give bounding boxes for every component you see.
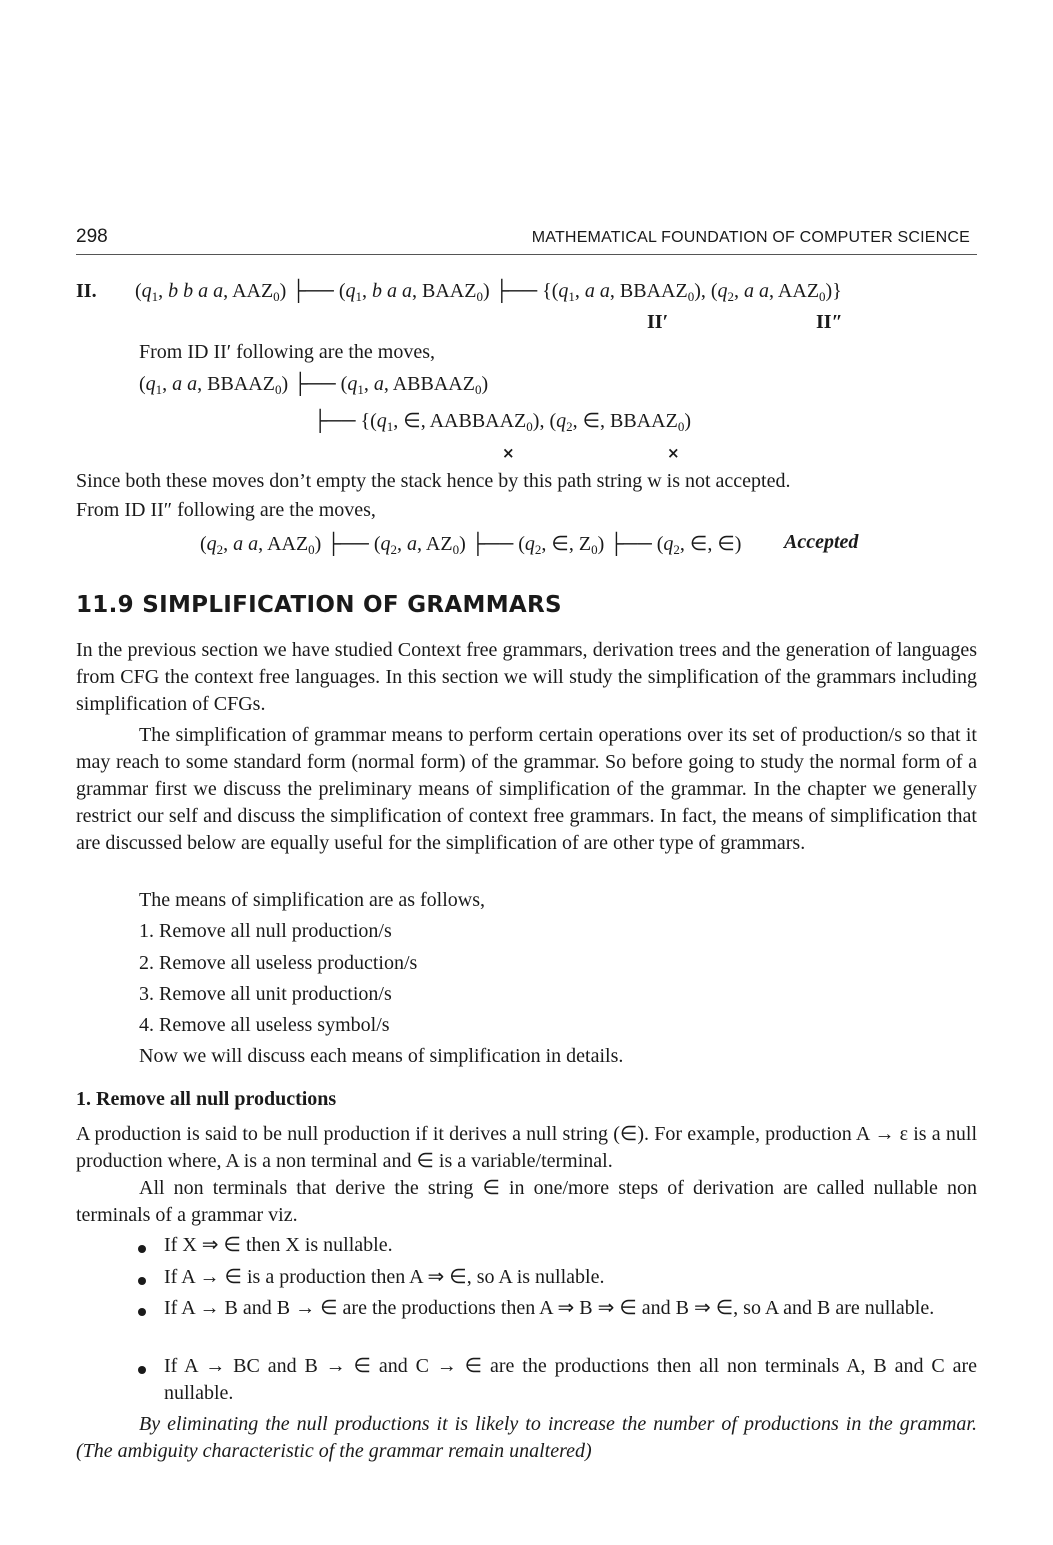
means-item: 4. Remove all useless symbol/s bbox=[139, 1014, 390, 1036]
accepted-label: Accepted bbox=[784, 531, 859, 553]
derivation-line-2: ($q_1$, a a, $BBAAZ_0$) ├── ($q_1$, a, $ABBAAZ_0$) bbox=[139, 373, 489, 397]
paragraph-intro: In the previous section we have studied Context free grammars, derivation trees and the generation of languages from CFG the context free languages. In this section we will study the simplification of the grammars including simplification of CFGs. bbox=[76, 639, 977, 715]
subsection-heading: 1. Remove all null productions bbox=[76, 1088, 337, 1110]
bullet-item: If A → ∈ is a production then A ⇒ ∈, so A is nullable. bbox=[164, 1266, 605, 1288]
bullet-icon bbox=[138, 1366, 146, 1374]
means-item: 2. Remove all useless production/s bbox=[139, 952, 418, 974]
running-head bbox=[76, 226, 977, 255]
paragraph-simplification: The simplification of grammar means to perform certain operations over its set of production/s so that it may reach to some standard form (normal form) of the grammar. So before going to study the normal form of a grammar first we discuss the preliminary means of simplification of the grammar. In the chapter we generally restrict our self and discuss the simplification of context free grammars. In fact, the means of simplification that are discussed below are equally useful for the simplification of are other type of grammars. bbox=[76, 724, 977, 854]
from-id-double-prime-text: From ID II″ following are the moves, bbox=[76, 499, 376, 521]
means-item: 1. Remove all null production/s bbox=[139, 920, 392, 942]
id-double-prime-label: II″ bbox=[816, 311, 843, 333]
derivation-line-3: ├── {($q_1$, ∈, $AABBAAZ_0$), ($q_2$, ∈, $BBAAZ_0$) bbox=[313, 410, 691, 434]
derivation-line-1: ($q_1$, b b a a, $AAZ_0$) ├── ($q_1$, b a a, $BAAZ_0$) ├── {($q_1$, a a, $BBAAZ_0$), ($q_2$, a a, $AAZ_0$)} bbox=[135, 280, 842, 304]
paragraph-nullable: All non terminals that derive the string ∈ in one/more steps of derivation are called nullable non terminals of a grammar viz. bbox=[76, 1177, 977, 1226]
derivation-line-4: ($q_2$, a a, $AAZ_0$) ├── ($q_2$, a, $AZ_0$) ├── ($q_2$, ∈, $Z_0$) ├── ($q_2$, ∈, ∈) bbox=[200, 533, 742, 557]
means-intro: The means of simplification are as follows, bbox=[139, 889, 486, 911]
means-item: 3. Remove all unit production/s bbox=[139, 983, 392, 1005]
reject-mark: × bbox=[667, 444, 680, 462]
paragraph-null-definition: A production is said to be null production if it derives a null string (∈). For example, production A → ε is a null production where, A is a non terminal and ∈ is a variable/terminal. bbox=[76, 1123, 977, 1172]
from-id-prime-text: From ID II′ following are the moves, bbox=[139, 341, 435, 363]
page-number: 298 bbox=[76, 226, 108, 247]
book-title: MATHEMATICAL FOUNDATION OF COMPUTER SCIENCE bbox=[531, 229, 970, 246]
bullet-icon bbox=[138, 1277, 146, 1285]
bullet-item: If A → B and B → ∈ are the productions then A ⇒ B ⇒ ∈ and B ⇒ ∈, so A and B are nullable. bbox=[164, 1297, 935, 1319]
section-label: II. bbox=[76, 280, 97, 302]
reject-mark: × bbox=[502, 444, 515, 462]
bullet-item: If X ⇒ ∈ then X is nullable. bbox=[164, 1234, 393, 1256]
id-prime-label: II′ bbox=[647, 311, 669, 333]
bullet-icon bbox=[138, 1308, 146, 1316]
bullet-icon bbox=[138, 1245, 146, 1253]
bullet-item: If A → BC and B → ∈ and C → ∈ are the productions then all non terminals A, B and C are nullable. bbox=[164, 1355, 977, 1404]
means-outro: Now we will discuss each means of simplification in details. bbox=[139, 1045, 624, 1067]
not-accepted-text: Since both these moves don’t empty the stack hence by this path string w is not accepted. bbox=[76, 470, 791, 492]
closing-italic-paragraph: By eliminating the null productions it is likely to increase the number of productions in the grammar. (The ambiguity characteristic of the grammar remain unaltered) bbox=[76, 1413, 977, 1462]
section-heading: 11.9 SIMPLIFICATION OF GRAMMARS bbox=[76, 592, 562, 618]
